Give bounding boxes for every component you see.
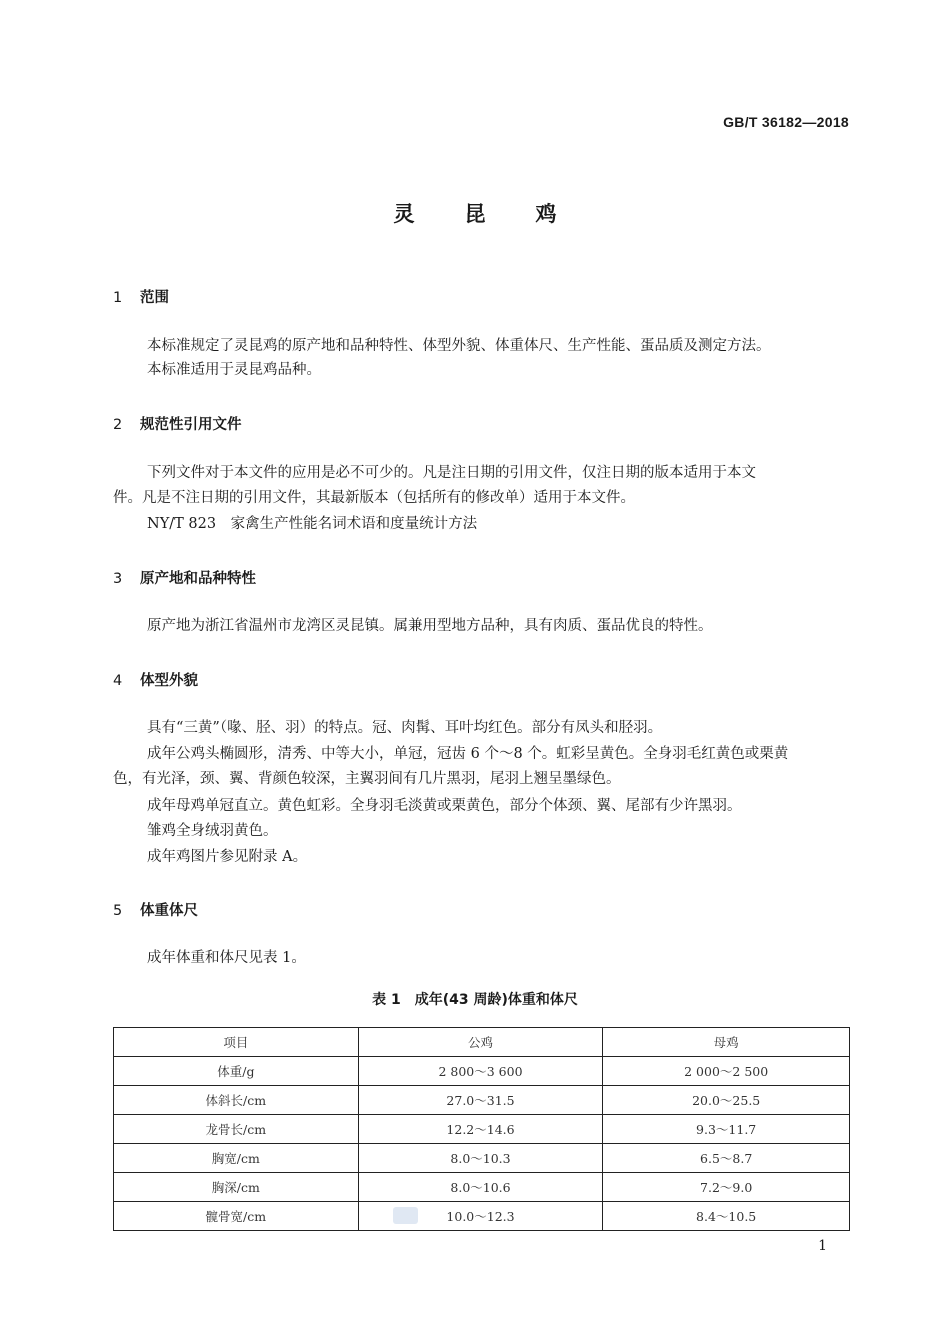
table-cell: 胸宽/cm [114,1144,359,1173]
table-cell: 9.3～11.7 [603,1115,850,1144]
table-cell: 体斜长/cm [114,1086,359,1115]
table-cell: 胸深/cm [114,1173,359,1202]
body-measurements-table [113,1027,850,1231]
table-row [114,1144,850,1173]
section-number: 5 [113,903,123,919]
section-number: 4 [113,673,123,689]
paragraph: 原产地为浙江省温州市龙湾区灵昆镇。属兼用型地方品种，具有肉质、蛋品优良的特性。 [147,618,713,634]
section-title: 范围 [140,290,169,306]
section-heading-body-measurements [113,899,198,920]
table-cell: 10.0～12.3 [358,1202,603,1231]
table-cell: 6.5～8.7 [603,1144,850,1173]
table-cell: 12.2～14.6 [358,1115,603,1144]
table-row [114,1173,850,1202]
paragraph: 成年鸡图片参见附录 A。 [147,849,308,865]
column-header: 母鸡 [603,1028,850,1057]
section-number: 2 [113,417,123,433]
section-heading-origin [113,567,256,588]
section-number: 3 [113,571,123,587]
paragraph: 成年母鸡单冠直立。黄色虹彩。全身羽毛淡黄或栗黄色，部分个体颈、翼、尾部有少许黑羽。 [147,798,742,814]
table-row [114,1086,850,1115]
paragraph: 具有“三黄”（喙、胫、羽）的特点。冠、肉髯、耳叶均红色。部分有凤头和胫羽。 [147,720,663,736]
paragraph: 成年体重和体尺见表 1。 [147,950,306,966]
watermark-logo-icon [393,1207,418,1224]
paragraph: 本标准适用于灵昆鸡品种。 [147,362,321,378]
paragraph: 下列文件对于本文件的应用是必不可少的。凡是注日期的引用文件，仅注日期的版本适用于本文 [147,465,756,481]
section-title: 原产地和品种特性 [140,571,256,587]
table-cell: 8.0～10.6 [358,1173,603,1202]
section-title: 体型外貌 [140,673,198,689]
table-row [114,1057,850,1086]
section-number: 1 [113,290,123,306]
section-title: 体重体尺 [140,903,198,919]
table-row [114,1202,850,1231]
paragraph: 雏鸡全身绒羽黄色。 [147,823,278,839]
paragraph: 成年公鸡头椭圆形，清秀、中等大小，单冠，冠齿 6 个～8 个。虹彩呈黄色。全身羽毛红黄色或栗黄 [147,746,789,762]
section-heading-scope [113,286,169,307]
paragraph-continuation: 色，有光泽，颈、翼、背颜色较深，主翼羽间有几片黑羽，尾羽上翘呈墨绿色。 [113,771,621,787]
table-cell: 20.0～25.5 [603,1086,850,1115]
table-cell: 8.4～10.5 [603,1202,850,1231]
standard-code: GB/T 36182—2018 [723,114,849,130]
paragraph: 本标准规定了灵昆鸡的原产地和品种特性、体型外貌、体重体尺、生产性能、蛋品质及测定方法。 [147,338,771,354]
page-number: 1 [818,1238,827,1254]
table-row [114,1115,850,1144]
table-caption: 表 1 成年(43 周龄)体重和体尺 [372,992,578,1008]
table-cell: 髋骨宽/cm [114,1202,359,1231]
paragraph-continuation: 件。凡是不注日期的引用文件，其最新版本（包括所有的修改单）适用于本文件。 [113,490,635,506]
section-heading-appearance [113,669,198,690]
table-cell: 7.2～9.0 [603,1173,850,1202]
table-header-row [114,1028,850,1057]
section-heading-normative-references [113,413,242,434]
table-cell: 2 800～3 600 [358,1057,603,1086]
table-cell: 体重/g [114,1057,359,1086]
table-cell: 龙骨长/cm [114,1115,359,1144]
column-header: 公鸡 [358,1028,603,1057]
table-cell: 8.0～10.3 [358,1144,603,1173]
column-header: 项目 [114,1028,359,1057]
table-cell: 2 000～2 500 [603,1057,850,1086]
section-title: 规范性引用文件 [140,417,242,433]
table-cell: 27.0～31.5 [358,1086,603,1115]
reference-item: NY/T 823 家禽生产性能名词术语和度量统计方法 [147,516,478,532]
page-title: 灵昆鸡 [393,202,607,226]
